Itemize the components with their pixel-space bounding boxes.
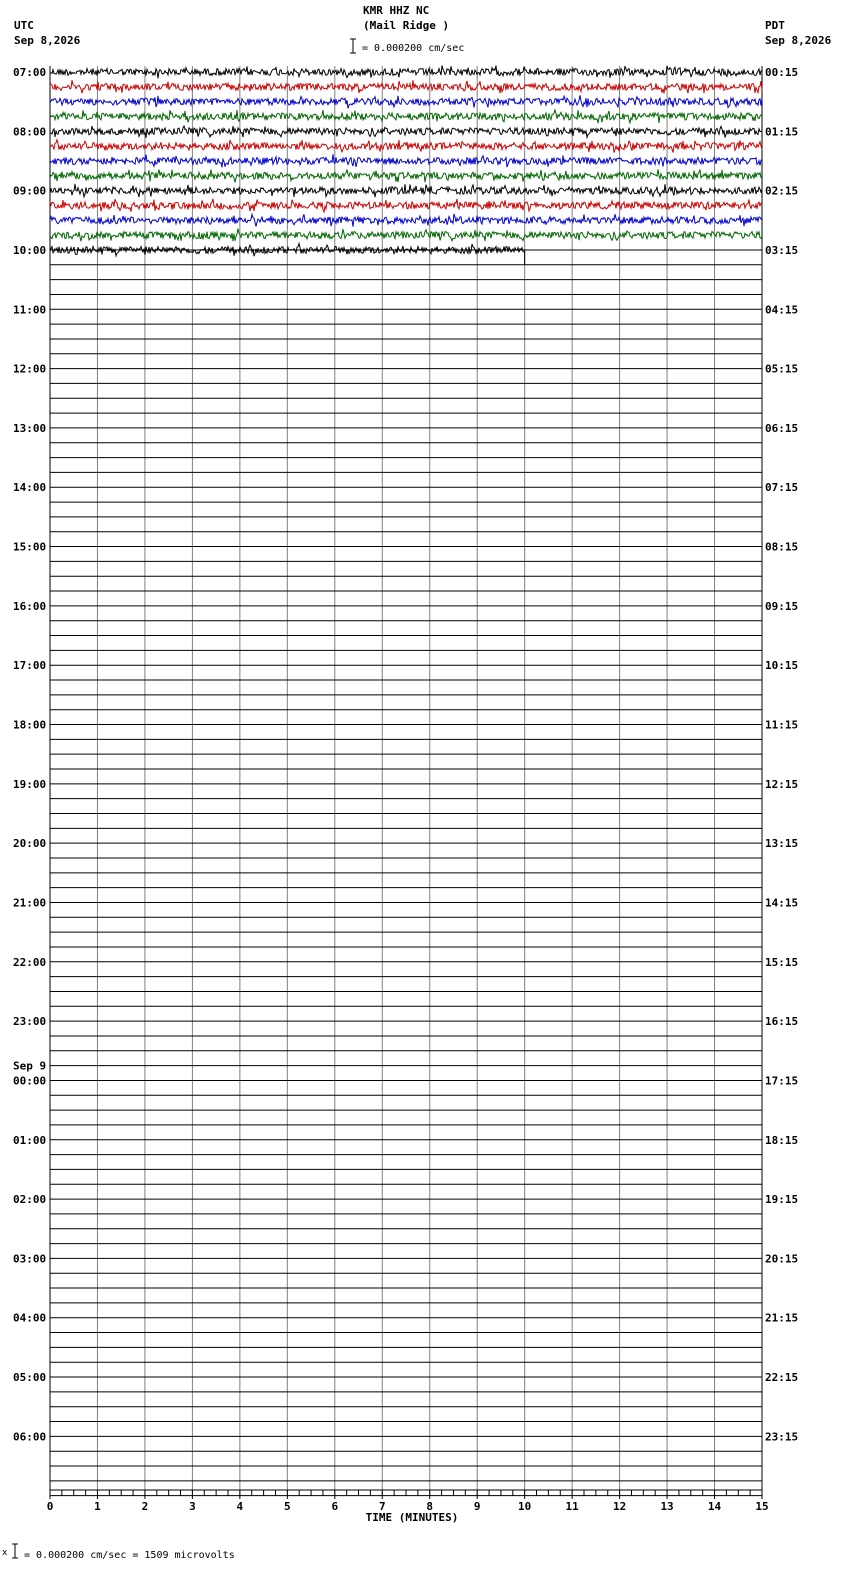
pdt-hour-label: 20:15 bbox=[765, 1252, 799, 1266]
axis-tick-label: 6 bbox=[331, 1500, 339, 1513]
pdt-hour-label: 10:15 bbox=[765, 659, 799, 673]
axis-tick-label: 5 bbox=[284, 1500, 291, 1513]
pdt-hour-label: 16:15 bbox=[765, 1015, 799, 1029]
axis-tick-label: 1 bbox=[94, 1500, 101, 1513]
utc-hour-label: 07:00 bbox=[13, 66, 47, 79]
seismic-traces bbox=[50, 66, 762, 265]
pdt-hour-label: 14:15 bbox=[765, 896, 799, 910]
utc-hour-label: 11:00 bbox=[13, 303, 47, 317]
axis-tick-label: 0 bbox=[46, 1500, 54, 1513]
utc-hour-label: 08:00 bbox=[13, 125, 47, 139]
pdt-hour-label: 12:15 bbox=[765, 777, 799, 791]
utc-hour-label: 12:00 bbox=[13, 362, 47, 376]
pdt-hour-label: 08:15 bbox=[765, 540, 799, 554]
row-baselines bbox=[50, 250, 762, 1496]
trace-row-11 bbox=[50, 229, 762, 242]
trace-row-8 bbox=[50, 184, 762, 197]
time-axis bbox=[47, 1490, 769, 1524]
trace-row-6 bbox=[50, 154, 762, 167]
right-timezone: PDT bbox=[765, 19, 785, 32]
utc-hour-label: 01:00 bbox=[13, 1133, 47, 1147]
station-title: KMR HHZ NC bbox=[363, 4, 430, 17]
pdt-hour-label: 06:15 bbox=[765, 421, 799, 435]
utc-hour-label: 14:00 bbox=[13, 481, 47, 495]
trace-row-3 bbox=[50, 110, 762, 123]
utc-hour-label: 03:00 bbox=[13, 1252, 47, 1266]
pdt-hour-label: 22:15 bbox=[765, 1371, 799, 1385]
utc-hour-label: 17:00 bbox=[13, 659, 47, 673]
utc-hour-label: 10:00 bbox=[13, 243, 47, 257]
utc-hour-label: 16:00 bbox=[13, 599, 47, 613]
axis-tick-label: 3 bbox=[189, 1500, 196, 1513]
axis-tick-label: 2 bbox=[141, 1500, 149, 1513]
utc-hour-label: 06:00 bbox=[13, 1430, 47, 1444]
axis-tick-label: 15 bbox=[755, 1500, 769, 1513]
axis-tick-label: 12 bbox=[612, 1500, 627, 1513]
pdt-hour-label: 02:15 bbox=[765, 184, 799, 198]
utc-hour-label: 04:00 bbox=[13, 1311, 47, 1325]
axis-tick-label: 11 bbox=[565, 1500, 579, 1513]
trace-row-2 bbox=[50, 95, 762, 108]
pdt-hour-label: 05:15 bbox=[765, 362, 799, 376]
utc-hour-labels bbox=[13, 66, 46, 1443]
utc-hour-label: 19:00 bbox=[13, 777, 47, 791]
utc-hour-label: 09:00 bbox=[13, 184, 47, 198]
utc-hour-label: 13:00 bbox=[13, 421, 47, 435]
axis-tick-label: 4 bbox=[236, 1500, 244, 1513]
axis-tick-label: 7 bbox=[378, 1500, 386, 1513]
left-timezone: UTC bbox=[14, 19, 34, 32]
pdt-hour-label: 01:15 bbox=[765, 125, 799, 139]
pdt-hour-label: 17:15 bbox=[765, 1074, 799, 1088]
pdt-hour-labels bbox=[765, 66, 798, 1443]
trace-row-0 bbox=[50, 66, 762, 79]
axis-tick-label: 10 bbox=[518, 1500, 532, 1513]
pdt-hour-label: 07:15 bbox=[765, 481, 799, 495]
date-change-label: Sep 9 bbox=[13, 1059, 47, 1073]
axis-tick-label: 9 bbox=[473, 1500, 481, 1513]
trace-row-9 bbox=[50, 199, 762, 212]
pdt-hour-label: 23:15 bbox=[765, 1430, 799, 1444]
pdt-hour-label: 03:15 bbox=[765, 243, 799, 257]
trace-row-4 bbox=[50, 126, 762, 138]
utc-hour-label: 02:00 bbox=[13, 1193, 47, 1207]
pdt-hour-label: 19:15 bbox=[765, 1193, 799, 1207]
utc-hour-label: 18:00 bbox=[13, 718, 47, 732]
utc-hour-label: 05:00 bbox=[13, 1371, 47, 1385]
trace-row-1 bbox=[50, 80, 762, 93]
utc-hour-label: 00:00 bbox=[13, 1074, 47, 1088]
pdt-hour-label: 18:15 bbox=[765, 1133, 799, 1147]
trace-row-5 bbox=[50, 140, 762, 153]
axis-tick-label: 13 bbox=[660, 1500, 674, 1513]
utc-hour-label: 21:00 bbox=[13, 896, 47, 910]
trace-row-10 bbox=[50, 214, 762, 227]
right-date: Sep 8,2026 bbox=[765, 34, 832, 47]
pdt-hour-label: 09:15 bbox=[765, 599, 799, 613]
x-axis-title: TIME (MINUTES) bbox=[365, 1511, 459, 1524]
utc-hour-label: 20:00 bbox=[13, 837, 47, 851]
site-title: (Mail Ridge ) bbox=[363, 19, 450, 32]
footer-marker: x bbox=[2, 1548, 8, 1558]
pdt-hour-label: 15:15 bbox=[765, 955, 799, 969]
axis-tick-label: 8 bbox=[426, 1500, 434, 1513]
pdt-hour-label: 00:15 bbox=[765, 66, 799, 79]
footer-scale-bar-icon bbox=[10, 1543, 20, 1559]
pdt-hour-label: 11:15 bbox=[765, 718, 799, 732]
utc-hour-label: 22:00 bbox=[13, 955, 47, 969]
pdt-hour-label: 13:15 bbox=[765, 837, 799, 851]
utc-hour-label: 15:00 bbox=[13, 540, 47, 554]
pdt-hour-label: 04:15 bbox=[765, 303, 799, 317]
footer-scale-text: = 0.000200 cm/sec = 1509 microvolts bbox=[24, 1550, 235, 1561]
trace-row-7 bbox=[50, 169, 762, 182]
axis-tick-label: 14 bbox=[707, 1500, 722, 1513]
utc-hour-label: 23:00 bbox=[13, 1015, 47, 1029]
minute-gridlines bbox=[50, 66, 762, 1496]
pdt-hour-label: 21:15 bbox=[765, 1311, 799, 1325]
scale-value: = 0.000200 cm/sec bbox=[362, 43, 465, 54]
left-date: Sep 8,2026 bbox=[14, 34, 81, 47]
